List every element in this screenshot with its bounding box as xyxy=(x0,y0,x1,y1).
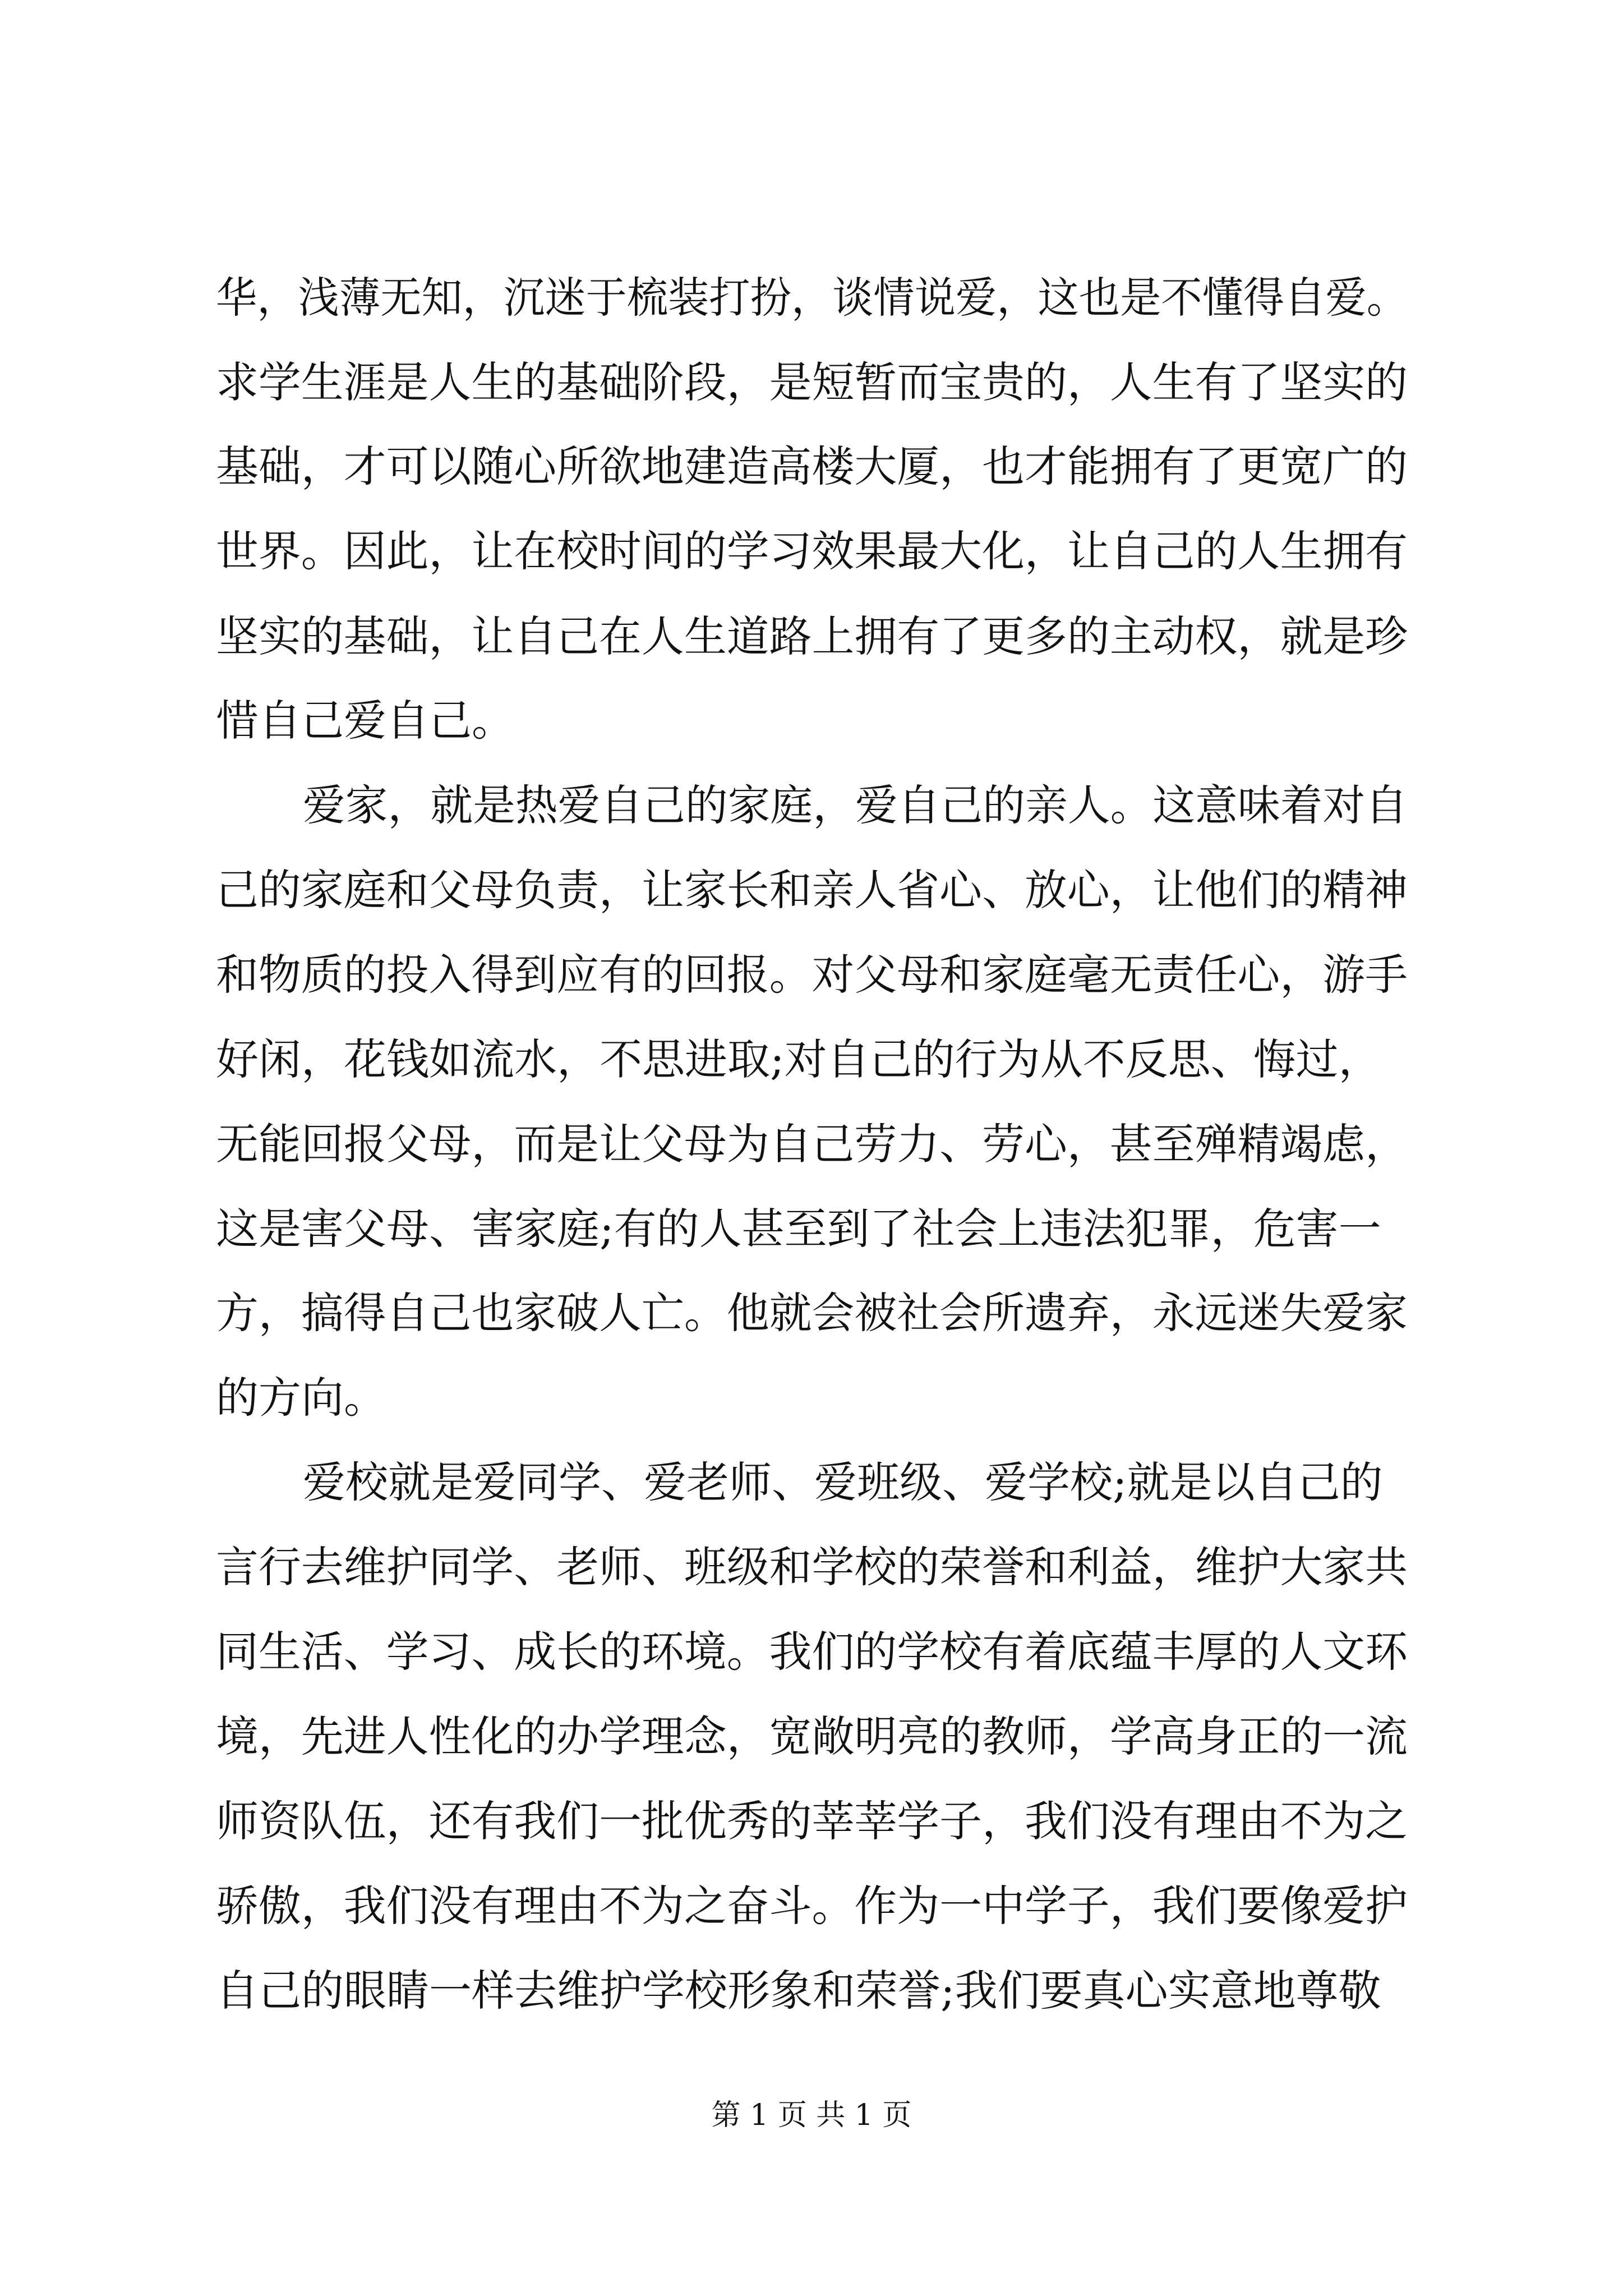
text-line: 师资队伍，还有我们一批优秀的莘莘学子，我们没有理由不为之 xyxy=(216,1796,1408,1846)
text-line: 言行去维护同学、老师、班级和学校的荣誉和利益，维护大家共 xyxy=(216,1542,1408,1592)
text-line: 的方向。 xyxy=(216,1373,386,1423)
text-line: 无能回报父母，而是让父母为自己劳力、劳心，甚至殚精竭虑， xyxy=(216,1119,1408,1169)
page-number-footer: 第 1 页 共 1 页 xyxy=(711,2099,912,2132)
text-line: 世界。因此，让在校时间的学习效果最大化，让自己的人生拥有 xyxy=(216,526,1408,576)
text-line: 惜自己爱自己。 xyxy=(216,696,514,746)
text-line: 求学生涯是人生的基础阶段，是短暂而宝贵的，人生有了坚实的 xyxy=(216,357,1408,407)
text-line: 境，先进人性化的办学理念，宽敞明亮的教师，学高身正的一流 xyxy=(216,1711,1408,1761)
text-line: 和物质的投入得到应有的回报。对父母和家庭毫无责任心，游手 xyxy=(216,950,1408,1000)
text-line: 这是害父母、害家庭;有的人甚至到了社会上违法犯罪，危害一 xyxy=(216,1204,1381,1254)
text-line: 好闲，花钱如流水，不思进取;对自己的行为从不反思、悔过， xyxy=(216,1034,1381,1084)
text-line: 坚实的基础，让自己在人生道路上拥有了更多的主动权，就是珍 xyxy=(216,611,1408,661)
text-line: 华，浅薄无知，沉迷于梳装打扮，谈情说爱，这也是不懂得自爱。 xyxy=(216,273,1408,323)
text-line: 基础，才可以随心所欲地建造高楼大厦，也才能拥有了更宽广的 xyxy=(216,441,1408,491)
text-line: 自己的眼睛一样去维护学校形象和荣誉;我们要真心实意地尊敬 xyxy=(216,1966,1381,2016)
paragraph-first-line: 爱校就是爱同学、爱老师、爱班级、爱学校;就是以自己的 xyxy=(303,1457,1383,1507)
text-line: 己的家庭和父母负责，让家长和亲人省心、放心，让他们的精神 xyxy=(216,865,1408,915)
text-line: 同生活、学习、成长的环境。我们的学校有着底蕴丰厚的人文环 xyxy=(216,1627,1408,1677)
paragraph-first-line: 爱家，就是热爱自己的家庭，爱自己的亲人。这意味着对自 xyxy=(303,780,1408,830)
text-line: 方，搞得自己也家破人亡。他就会被社会所遗弃，永远迷失爱家 xyxy=(216,1288,1408,1338)
text-line: 骄傲，我们没有理由不为之奋斗。作为一中学子，我们要像爱护 xyxy=(216,1881,1408,1931)
